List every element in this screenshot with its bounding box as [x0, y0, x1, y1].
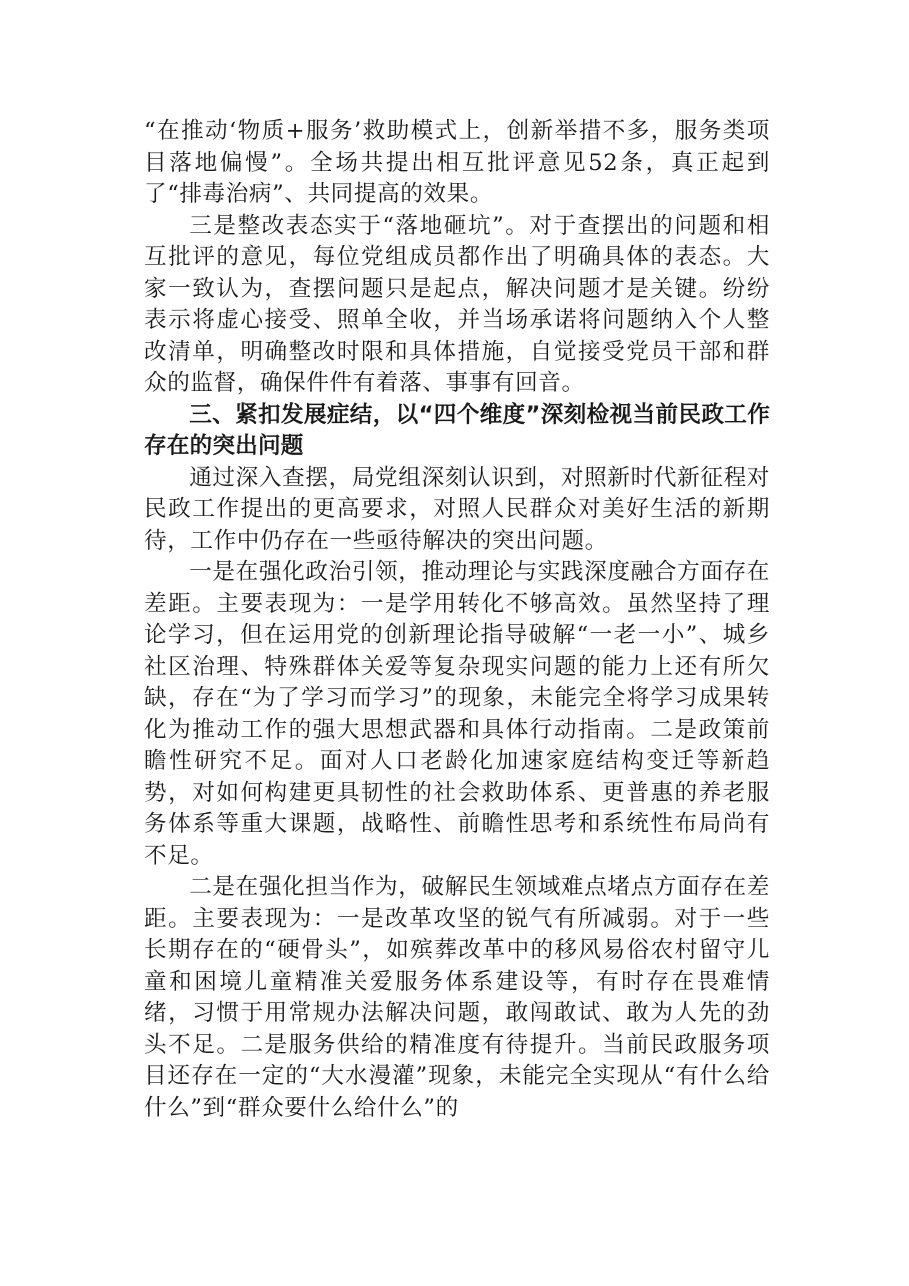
paragraph-2: 三是整改表态实于“落地砸坑”。对于查摆出的问题和相互批评的意见，每位党组成员都作出了明确具体的表态。大家一致认为，查摆问题只是起点，解决问题才是关键。纷纷表示将虚心接受、照单全收，并当场承诺将问题纳入个人整改清单，明确整改时限和具体措施，自觉接受党员干部和群众的监督，确保件件有着落、事事有回音。: [144, 212, 770, 396]
document-page: [144, 116, 770, 1124]
paragraph-4: 一是在强化政治引领，推动理论与实践深度融合方面存在差距。主要表现为：一是学用转化不够高效。虽然坚持了理论学习，但在运用党的创新理论指导破解“一老一小”、城乡社区治理、特殊群体关爱等复杂现实问题的能力上还有所欠缺，存在“为了学习而学习”的现象，未能完全将学习成果转化为推动工作的强大思想武器和具体行动指南。二是政策前瞻性研究不足。面对人口老龄化加速家庭结构变迁等新趋势，对如何构建更具韧性的社会救助体系、更普惠的养老服务体系等重大课题，战略性、前瞻性思考和系统性布局尚有不足。: [144, 559, 770, 869]
paragraph-3: 通过深入查摆，局党组深刻认识到，对照新时代新征程对民政工作提出的更高要求，对照人民群众对美好生活的新期待，工作中仍存在一些亟待解决的突出问题。: [144, 464, 770, 554]
paragraph-5: 二是在强化担当作为，破解民生领域难点堵点方面存在差距。主要表现为：一是改革攻坚的锐气有所减弱。对于一些长期存在的“硬骨头”，如殡葬改革中的移风易俗农村留守儿童和困境儿童精准关爱服务体系建设等，有时存在畏难情绪，习惯于用常规办法解决问题，敢闯敢试、敢为人先的劲头不足。二是服务供给的精准度有待提升。当前民政服务项目还存在一定的“大水漫灌”现象，未能完全实现从“有什么给什么”到“群众要什么给什么”的: [144, 874, 770, 1121]
section-heading: 三、紧扣发展症结，以“四个维度”深刻检视当前民政工作存在的突出问题: [144, 401, 770, 459]
paragraph-1: “在推动‘物质+服务’救助模式上，创新举措不多，服务类项目落地偏慢”。全场共提出相互批评意见52条，真正起到了“排毒治病”、共同提高的效果。: [144, 118, 770, 207]
